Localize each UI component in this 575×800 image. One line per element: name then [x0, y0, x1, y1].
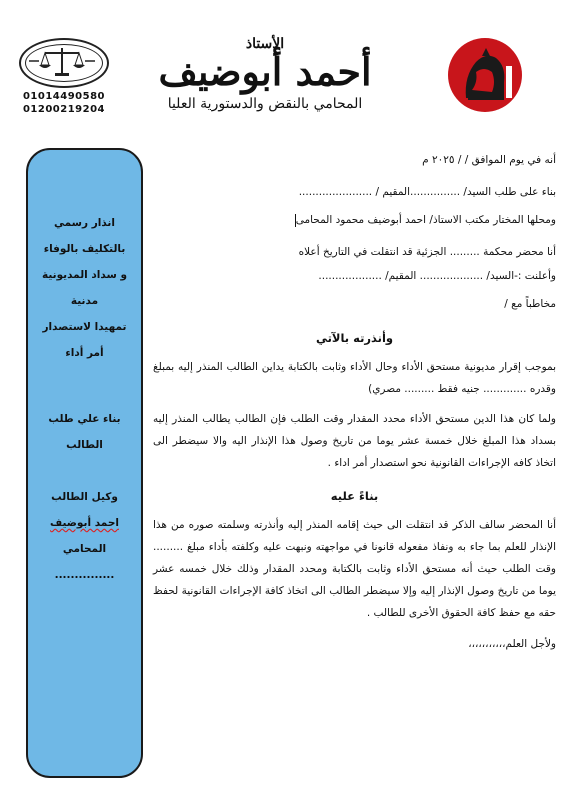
- sidebar-line-4: مدنية: [70, 295, 99, 307]
- sidebar-line-8: الطالب: [66, 439, 103, 451]
- sidebar-panel: [26, 148, 143, 778]
- sidebar-line-12: ...............: [54, 569, 115, 581]
- addressee-line: مخاطباً مع /: [504, 298, 556, 310]
- sidebar-line-6: أمر أداء: [65, 347, 104, 359]
- lawyer-title: [115, 36, 415, 112]
- request-line: بناء على طلب السيد/ ...............المقيم / ......................: [298, 186, 556, 198]
- paragraph-debt: بموجب إقرار مديونية مستحق الأداء وحال الأداء وثابت بالكتابة يداين الطالب المنذر إليه بمبلغ وقدره ............. جنيه فقط ......... مصري): [153, 361, 556, 395]
- sidebar-line-1: انذار رسمي: [54, 217, 115, 229]
- paragraph-demand: ولما كان هذا الدين مستحق الأداء محدد المقدار وقت الطلب فإن الطالب يطالب المنذر إليه بسداد هذا المبلغ خلال خمسة عشر يوما من تاريخ وصول هذا الإنذار اليه والا سيضطر الى اتخاذ كافه الإجراءات القانونية نحو استصدار أمر اداء .: [153, 413, 556, 469]
- sidebar-line-9: وكيل الطالب: [51, 491, 118, 503]
- sidebar-line-11: المحامي: [62, 543, 107, 555]
- title-prefix: الأستاذ: [245, 36, 285, 52]
- lawyer-name: أحمد أبوضيف: [158, 49, 372, 94]
- date-line: أنه في يوم الموافق / / ٢٠٢٥ م: [422, 154, 556, 166]
- phone-number-1: 01014490580: [22, 91, 106, 102]
- firm-logo-icon: [446, 36, 524, 114]
- closing-line: ولأجل العلم،،،،،،،،،،،: [468, 638, 556, 650]
- document-body: [153, 148, 556, 656]
- bailiff-line-1: أنا محضر محكمة ......... الجزئية قد انتقلت في التاريخ أعلاه: [298, 246, 556, 258]
- office-line: [153, 208, 556, 232]
- phone-number-2: 01200219204: [22, 104, 106, 115]
- letterhead: [0, 0, 575, 120]
- lawyer-subtitle: المحامي بالنقض والدستورية العليا: [167, 96, 363, 112]
- paragraph-service: أنا المحضر سالف الذكر قد انتقلت الى حيث إقامه المنذر إليه وأنذرته وسلمته صوره من هذا الإنذار للعلم بما جاء به ونفاذ مفعوله قانونا في مواجهته ونبهت عليه وكلفته بأداء مبلغ ......... وقت الطلب حيث أنه مستحق الأداء وثابت بالكتابة ومحدد المقدار وذلك خلال خمسه عشر يوما من تاريخ وصول الإنذار إليه وإلا سيضطر الطالب الى اتخاذ كافة الإجراءات القانونية لحفظ حقه مع حفظ كافة الحقوق الأخرى للطالب .: [153, 519, 556, 619]
- bailiff-line-2: وأعلنت :-السيد/ ................... المقيم/ ...................: [318, 270, 556, 282]
- sidebar-line-3: و سداد المديونية: [42, 269, 127, 281]
- sidebar-line-5: تمهيدا لاستصدار: [42, 321, 127, 333]
- office-text: ومحلها المختار مكتب الاستاذ/ احمد أبوضيف محمود المحامى: [295, 214, 556, 226]
- heading-accordingly: بناءً عليه: [330, 489, 379, 503]
- contact-block: [18, 38, 110, 116]
- heading-warning: وأنذرته بالآتي: [315, 331, 394, 345]
- sidebar-line-7: بناء علي طلب: [48, 413, 121, 425]
- scales-of-justice-icon: [19, 38, 109, 88]
- sidebar-line-10: احمد أبوضيف: [50, 517, 119, 529]
- sidebar-line-2: بالتكليف بالوفاء: [43, 243, 126, 255]
